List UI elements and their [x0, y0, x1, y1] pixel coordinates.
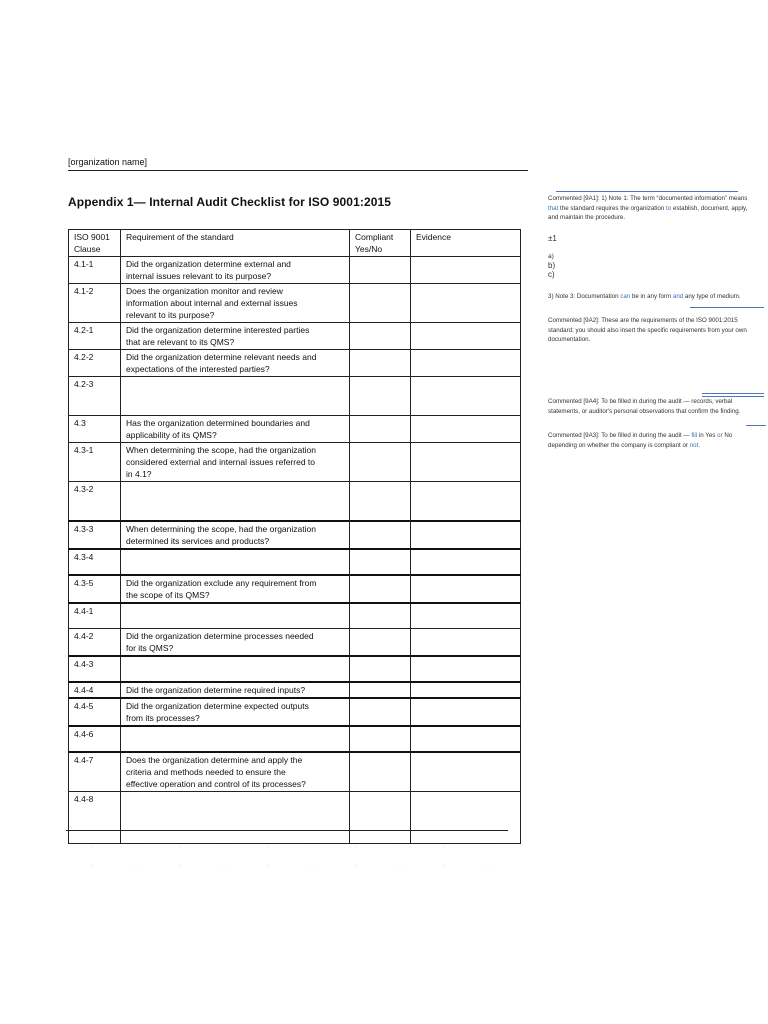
org-name-underline	[68, 170, 528, 171]
clause-cell: 4.3-5	[69, 575, 121, 603]
comment-9a1: Commented [9A1]: 1) Note 1: The term “documented information” means that the standard requires the organization to establish, document, apply, and maintain the procedure.	[548, 195, 748, 221]
comment-9a4: Commented [9A4]: To be filled in during the audit — records, verbal statements, or auditor's personal observations that confirm the finding.	[548, 398, 741, 415]
requirement-cell: Did the organization determine interested parties that are relevant to its QMS?	[121, 323, 350, 350]
clause-cell: 4.3-3	[69, 521, 121, 549]
page-title: Appendix 1— Internal Audit Checklist for ISO 9001:2015	[68, 195, 392, 209]
requirement-cell: Did the organization determine external and internal issues relevant to its purpose?	[121, 257, 350, 284]
requirement-cell: Did the organization determine relevant needs and expectations of the interested parties?	[121, 350, 350, 377]
table-row	[69, 726, 521, 752]
clause-cell: 4.1-2	[69, 284, 121, 323]
table-row	[69, 698, 521, 726]
evidence-cell	[411, 726, 521, 752]
compliant-cell	[350, 575, 411, 603]
clause-cell: 4.4-6	[69, 726, 121, 752]
evidence-cell	[411, 284, 521, 323]
comment-9a2: Commented [9A2]: These are the requirements of the ISO 9001:2015 standard; you should also insert the specific requirements from your own documentation.	[548, 317, 747, 343]
compliant-cell	[350, 752, 411, 792]
clause-cell: 4.2-3	[69, 377, 121, 416]
evidence-cell	[411, 482, 521, 521]
clause-cell: 4.4-1	[69, 603, 121, 629]
compliant-cell	[350, 603, 411, 629]
compliant-cell	[350, 482, 411, 521]
evidence-cell	[411, 416, 521, 443]
compliant-cell	[350, 377, 411, 416]
table-row	[69, 443, 521, 482]
organization-name: [organization name]	[68, 157, 148, 167]
requirement-cell	[121, 549, 350, 575]
evidence-cell	[411, 629, 521, 657]
requirement-cell: Did the organization determine processes needed for its QMS?	[121, 629, 350, 657]
table-row	[69, 521, 521, 549]
requirement-cell: Did the organization exclude any requirement from the scope of its QMS?	[121, 575, 350, 603]
evidence-cell	[411, 549, 521, 575]
evidence-cell	[411, 656, 521, 682]
comment-list-c: c)	[548, 270, 555, 279]
clause-cell: 4.1-1	[69, 257, 121, 284]
clause-cell: 4.2-1	[69, 323, 121, 350]
footer-rule	[66, 830, 508, 831]
compliant-cell	[350, 656, 411, 682]
comment-9a3: Commented [9A3]: To be filled in during the audit — fill in Yes or No depending on whether the company is compliant or not.	[548, 432, 733, 449]
comment-connector-line	[746, 425, 766, 426]
evidence-cell	[411, 257, 521, 284]
evidence-cell	[411, 575, 521, 603]
clause-cell: 4.4-2	[69, 629, 121, 657]
requirement-cell	[121, 726, 350, 752]
compliant-cell	[350, 443, 411, 482]
evidence-cell	[411, 752, 521, 792]
evidence-cell	[411, 682, 521, 698]
table-row	[69, 629, 521, 657]
comment-list-marker: ±1	[548, 234, 557, 243]
requirement-cell	[121, 482, 350, 521]
comment-list-b: b)	[548, 261, 556, 270]
table-row	[69, 575, 521, 603]
evidence-cell	[411, 698, 521, 726]
table-row	[69, 603, 521, 629]
table-row	[69, 350, 521, 377]
requirement-cell	[121, 792, 350, 844]
table-row	[69, 482, 521, 521]
clause-cell: 4.3	[69, 416, 121, 443]
table-row	[69, 257, 521, 284]
evidence-cell	[411, 792, 521, 844]
footer-faded-text	[70, 838, 490, 868]
compliant-cell	[350, 284, 411, 323]
compliant-cell	[350, 698, 411, 726]
requirement-cell: Did the organization determine required inputs?	[121, 682, 350, 698]
requirement-cell: Did the organization determine expected outputs from its processes?	[121, 698, 350, 726]
requirement-cell: When determining the scope, had the organization considered external and internal issues referred to in 4.1?	[121, 443, 350, 482]
requirement-cell: When determining the scope, had the organization determined its services and products?	[121, 521, 350, 549]
comment-list-a: a)	[548, 253, 554, 260]
table-row	[69, 549, 521, 575]
evidence-cell	[411, 603, 521, 629]
clause-cell: 4.3-2	[69, 482, 121, 521]
header-requirement: Requirement of the standard	[121, 230, 350, 257]
clause-cell: 4.4-7	[69, 752, 121, 792]
table-row	[69, 416, 521, 443]
requirement-cell: Does the organization monitor and review information about internal and external issues relevant to its purpose?	[121, 284, 350, 323]
table-row	[69, 682, 521, 698]
compliant-cell	[350, 792, 411, 844]
table-row	[69, 656, 521, 682]
clause-cell: 4.4-3	[69, 656, 121, 682]
clause-cell: 4.2-2	[69, 350, 121, 377]
compliant-cell	[350, 323, 411, 350]
clause-cell: 4.4-8	[69, 792, 121, 844]
requirement-cell	[121, 656, 350, 682]
requirement-cell	[121, 603, 350, 629]
evidence-cell	[411, 323, 521, 350]
clause-cell: 4.4-5	[69, 698, 121, 726]
comment-connector-line	[702, 393, 764, 394]
comment-connector-line	[690, 307, 764, 308]
clause-cell: 4.4-4	[69, 682, 121, 698]
table-header-row	[69, 230, 521, 257]
header-evidence: Evidence	[411, 230, 521, 257]
comment-note-3: 3) Note 3: Documentation can be in any form and any type of medium.	[548, 293, 741, 300]
table-row	[69, 752, 521, 792]
compliant-cell	[350, 416, 411, 443]
compliant-cell	[350, 257, 411, 284]
requirement-cell: Does the organization determine and apply the criteria and methods needed to ensure the effective operation and control of its processes?	[121, 752, 350, 792]
compliant-cell	[350, 521, 411, 549]
compliant-cell	[350, 629, 411, 657]
compliant-cell	[350, 350, 411, 377]
table-row	[69, 377, 521, 416]
clause-cell: 4.3-1	[69, 443, 121, 482]
table-row	[69, 284, 521, 323]
header-clause: ISO 9001 Clause	[69, 230, 121, 257]
table-row	[69, 792, 521, 844]
compliant-cell	[350, 682, 411, 698]
table-row	[69, 323, 521, 350]
evidence-cell	[411, 350, 521, 377]
requirement-cell	[121, 377, 350, 416]
requirement-cell: Has the organization determined boundaries and applicability of its QMS?	[121, 416, 350, 443]
compliant-cell	[350, 549, 411, 575]
compliant-cell	[350, 726, 411, 752]
evidence-cell	[411, 377, 521, 416]
evidence-cell	[411, 443, 521, 482]
audit-checklist-table	[68, 229, 521, 844]
comment-connector-line	[556, 191, 738, 192]
clause-cell: 4.3-4	[69, 549, 121, 575]
header-compliant: Compliant Yes/No	[350, 230, 411, 257]
evidence-cell	[411, 521, 521, 549]
